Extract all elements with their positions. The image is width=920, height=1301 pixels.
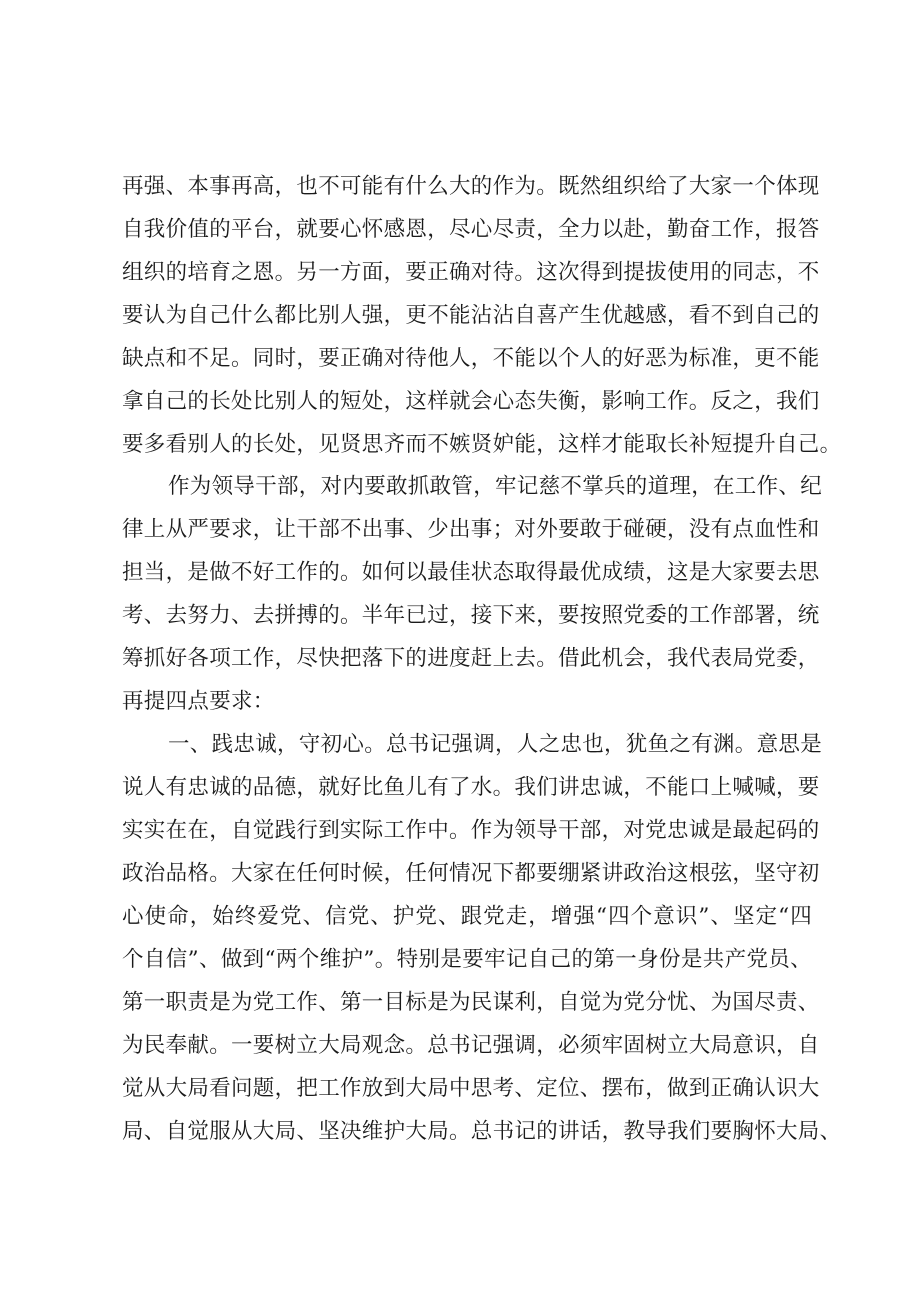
text-line: 实实在在，自觉践行到实际工作中。作为领导干部，对党忠诚是最起码的	[122, 818, 820, 843]
text-line: 组织的培育之恩。另一方面，要正确对待。这次得到提拔使用的同志，不	[122, 260, 820, 285]
paragraph-continuation	[122, 165, 842, 466]
text-line: 缺点和不足。同时，要正确对待他人，不能以个人的好恶为标准，更不能	[122, 346, 820, 371]
text-line: 作为领导干部，对内要敢抓敢管，牢记慈不掌兵的道理，在工作、纪	[168, 474, 823, 499]
text-line: 再提四点要求：	[122, 689, 275, 714]
text-line: 律上从严要求，让干部不出事、少出事；对外要敢于碰硬，没有点血性和	[122, 517, 820, 542]
text-line: 说人有忠诚的品德，就好比鱼儿有了水。我们讲忠诚，不能口上喊喊，要	[122, 775, 820, 800]
text-line: 个自信”、做到“两个维护”。特别是要牢记自己的第一身份是共产党员、	[122, 947, 812, 972]
text-line: 考、去努力、去拼搏的。半年已过，接下来，要按照党委的工作部署，统	[122, 603, 820, 628]
text-line: 政治品格。大家在任何时候，任何情况下都要绷紧讲政治这根弦，坚守初	[122, 861, 820, 886]
text-line: 再强、本事再高，也不可能有什么大的作为。既然组织给了大家一个体现	[122, 174, 820, 199]
text-line: 一、践忠诚，守初心。总书记强调，人之忠也，犹鱼之有渊。意思是	[168, 732, 823, 757]
text-line: 要多看别人的长处，见贤思齐而不嫉贤妒能，这样才能取长补短提升自己。	[122, 432, 842, 457]
text-line: 觉从大局看问题，把工作放到大局中思考、定位、摆布，做到正确认识大	[122, 1076, 820, 1101]
text-line: 心使命，始终爱党、信党、护党、跟党走，增强“四个意识”、坚定“四	[122, 904, 812, 929]
text-line: 要认为自己什么都比别人强，更不能沾沾自喜产生优越感，看不到自己的	[122, 303, 820, 328]
text-line: 局、自觉服从大局、坚决维护大局。总书记的讲话，教导我们要胸怀大局、	[122, 1119, 842, 1144]
text-line: 自我价值的平台，就要心怀感恩，尽心尽责，全力以赴，勤奋工作，报答	[122, 217, 820, 242]
paragraph-loyalty	[122, 723, 842, 1153]
paragraph-leadership	[122, 465, 823, 723]
text-line: 筹抓好各项工作，尽快把落下的进度赶上去。借此机会，我代表局党委，	[122, 646, 820, 671]
text-line: 第一职责是为党工作、第一目标是为民谋利，自觉为党分忧、为国尽责、	[122, 990, 820, 1015]
text-line: 担当，是做不好工作的。如何以最佳状态取得最优成绩，这是大家要去思	[122, 560, 820, 585]
text-line: 为民奉献。一要树立大局观念。总书记强调，必须牢固树立大局意识，自	[122, 1033, 820, 1058]
text-line: 拿自己的长处比别人的短处，这样就会心态失衡，影响工作。反之，我们	[122, 389, 820, 414]
